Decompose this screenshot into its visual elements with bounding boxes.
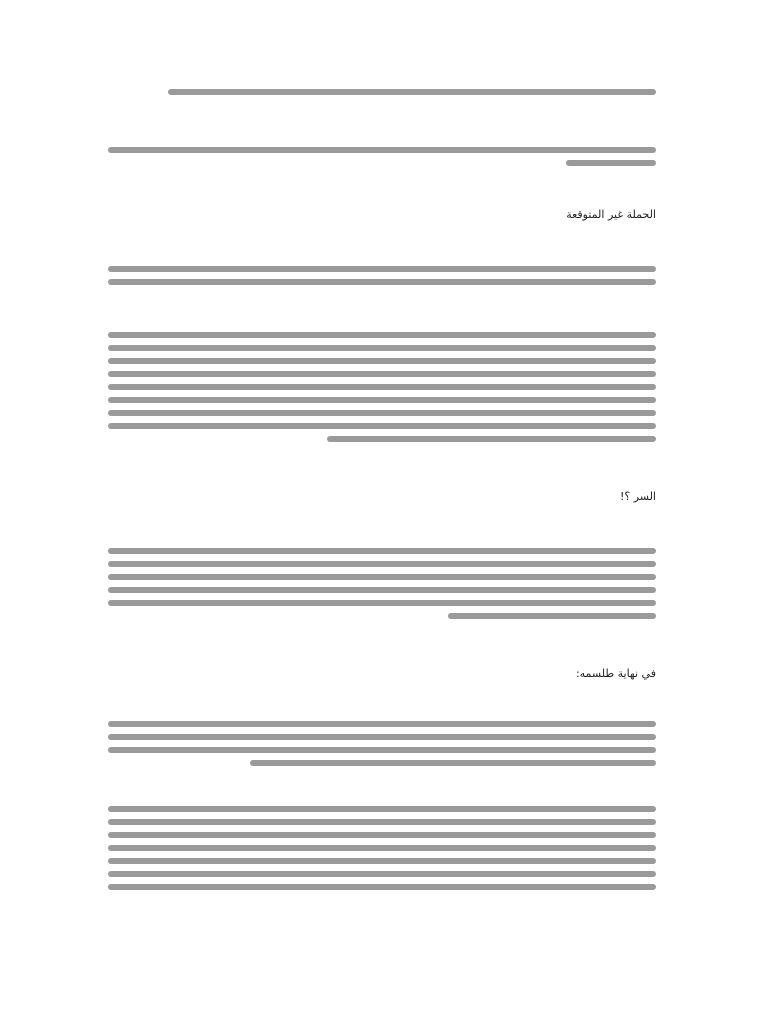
text-line <box>168 89 656 95</box>
paragraph-2 <box>108 147 656 166</box>
text-line <box>108 345 656 351</box>
heading-block-1 <box>108 208 656 222</box>
paragraph-5 <box>108 548 656 619</box>
paragraph-6 <box>108 721 656 766</box>
text-line <box>108 574 656 580</box>
text-line <box>108 832 656 838</box>
section-heading: في نهاية طلسمه: <box>575 667 656 680</box>
text-line <box>108 734 656 740</box>
section-heading: الحملة غير المتوقعة <box>566 208 656 221</box>
text-line <box>108 147 656 153</box>
text-line <box>108 384 656 390</box>
text-line <box>108 266 656 272</box>
heading-block-2 <box>108 490 656 504</box>
paragraph-4 <box>108 332 656 442</box>
text-line <box>108 371 656 377</box>
text-line <box>108 845 656 851</box>
text-line <box>108 600 656 606</box>
text-line <box>108 423 656 429</box>
paragraph-1 <box>108 89 656 95</box>
text-line <box>108 747 656 753</box>
heading-block-3 <box>108 667 656 681</box>
text-line <box>108 561 656 567</box>
text-line <box>327 436 656 442</box>
text-line <box>108 397 656 403</box>
paragraph-3 <box>108 266 656 285</box>
text-line <box>108 871 656 877</box>
text-line <box>108 819 656 825</box>
text-line <box>108 358 656 364</box>
text-line <box>108 884 656 890</box>
text-line <box>566 160 656 166</box>
text-line <box>108 858 656 864</box>
text-line <box>108 332 656 338</box>
text-line <box>108 410 656 416</box>
text-line <box>108 279 656 285</box>
text-line <box>108 721 656 727</box>
text-line <box>250 760 656 766</box>
section-heading: السر ؟! <box>619 490 656 503</box>
paragraph-7 <box>108 806 656 890</box>
text-line <box>448 613 656 619</box>
text-line <box>108 548 656 554</box>
text-line <box>108 806 656 812</box>
text-line <box>108 587 656 593</box>
